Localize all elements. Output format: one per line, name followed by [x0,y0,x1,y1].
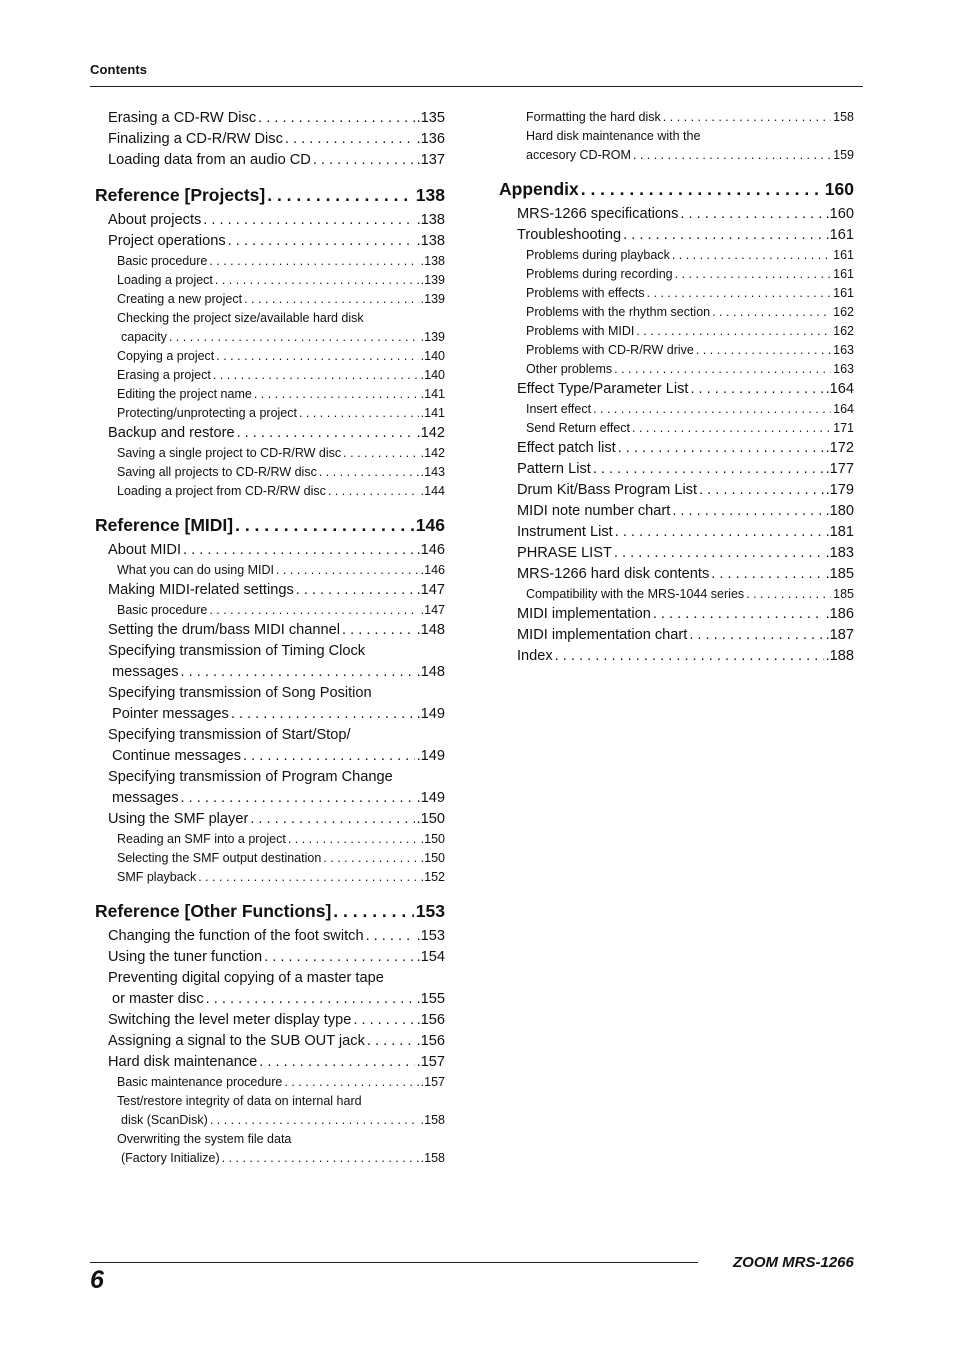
dot-leader [618,438,824,459]
dot-leader [342,620,415,641]
toc-entry[interactable] [95,809,445,830]
dot-leader [288,830,419,849]
dot-leader [222,1149,419,1168]
toc-entry[interactable] [499,501,854,522]
toc-entry[interactable] [95,580,445,601]
dot-leader [267,181,414,210]
toc-section-heading[interactable] [95,181,445,210]
dot-leader [215,271,419,290]
toc-entry-title: Setting the drum/bass MIDI channel [108,622,340,638]
dot-leader [216,347,418,366]
dot-leader [203,210,414,231]
dot-leader [672,501,823,522]
dot-leader [663,108,831,127]
toc-page-number: .160 [825,206,854,222]
toc-page-number: .181 [825,524,854,540]
toc-page-number: 138 [415,185,445,205]
dot-leader [243,746,415,767]
toc-page-number: .143 [420,465,445,479]
toc-page-number: 159 [833,148,854,162]
toc-entry-title: Checking the project size/available hard disk [117,311,364,325]
toc-entry-title: About MIDI [108,542,181,558]
toc-page-number: .180 [825,503,854,519]
toc-page-number: .188 [825,648,854,664]
dot-leader [328,482,419,501]
toc-entry[interactable] [95,366,445,385]
page-number: 6 [90,1266,104,1294]
toc-entry[interactable] [95,108,445,129]
dot-leader [244,290,419,309]
dot-leader [593,459,824,480]
toc-entry-title: Problems during recording [526,267,673,281]
toc-entry-title: About projects [108,212,202,228]
toc-entry-title: Changing the function of the foot switch [108,928,364,944]
dot-leader [555,646,824,667]
toc-entry[interactable] [95,1073,445,1092]
toc-page-number: .185 [825,566,854,582]
dot-leader [198,868,418,887]
toc-entry[interactable] [499,225,854,246]
toc-entry[interactable] [95,683,445,704]
toc-entry[interactable] [95,830,445,849]
toc-entry-title: Other problems [526,362,613,376]
dot-leader [632,419,831,438]
toc-entry-title: Making MIDI-related settings [108,582,294,598]
toc-page-number: .138 [416,212,445,228]
toc-entry[interactable] [499,604,854,625]
toc-page-number: .149 [416,748,445,764]
toc-entry-title: Selecting the SMF output destination [117,851,322,865]
dot-leader [181,662,415,683]
toc-entry-title: Continue messages [112,748,241,764]
dot-leader [593,400,831,419]
toc-entry-title: Loading data from an audio CD [108,152,311,168]
toc-entry[interactable] [95,767,445,788]
toc-entry-title: Send Return effect [526,421,631,435]
toc-page-number: .149 [416,706,445,722]
toc-page-number: .141 [420,387,445,401]
toc-entry[interactable] [499,360,854,379]
toc-page-number: .146 [420,563,445,577]
dot-leader [623,225,823,246]
toc-page-number: 185 [833,587,854,601]
toc-page-number: .183 [825,545,854,561]
toc-entry-title: Problems with MIDI [526,324,635,338]
toc-entry[interactable] [95,463,445,482]
toc-entry-title: Reading an SMF into a project [117,832,286,846]
toc-entry-title: Protecting/unprotecting a project [117,406,297,420]
toc-entry-continuation[interactable] [95,1149,445,1168]
toc-entry[interactable] [95,150,445,171]
toc-page-number: .149 [416,790,445,806]
toc-entry[interactable] [95,404,445,423]
toc-entry-title: disk (ScanDisk) [121,1113,208,1127]
toc-entry-title: Assigning a signal to the SUB OUT jack [108,1033,365,1049]
toc-entry-title: Using the SMF player [108,811,249,827]
toc-entry-title: Basic procedure [117,254,208,268]
toc-left-column [95,108,445,1168]
footer-product-name: ZOOM MRS-1266 [733,1254,854,1271]
toc-page-number: .138 [420,254,445,268]
toc-page-number: 158 [833,110,854,124]
toc-page-number: .140 [420,349,445,363]
toc-entry[interactable] [95,347,445,366]
toc-entry-title: Pointer messages [112,706,229,722]
toc-entry[interactable] [499,543,854,564]
toc-entry[interactable] [95,1052,445,1073]
toc-entry[interactable] [95,620,445,641]
dot-leader [237,423,415,444]
toc-entry-title: MIDI note number chart [517,503,671,519]
dot-leader [213,366,419,385]
toc-entry[interactable] [95,947,445,968]
toc-page-number: .157 [420,1075,445,1089]
dot-leader [210,1111,419,1130]
toc-entry[interactable] [95,926,445,947]
toc-page-number: .139 [420,273,445,287]
toc-entry[interactable] [499,127,854,146]
toc-entry-title: Reference [MIDI] [95,515,234,535]
dot-leader [699,480,824,501]
toc-entry-title: Pattern List [517,461,591,477]
toc-page-number: .157 [416,1054,445,1070]
toc-entry[interactable] [95,252,445,271]
toc-entry-continuation[interactable] [95,746,445,767]
toc-page-number: 153 [415,901,445,921]
toc-page-number: .136 [416,131,445,147]
dot-leader [284,1073,418,1092]
toc-entry-title: MIDI implementation chart [517,627,688,643]
toc-page-number: .153 [416,928,445,944]
toc-entry[interactable] [95,385,445,404]
toc-entry-title: PHRASE LIST [517,545,612,561]
toc-page-number: .150 [416,811,445,827]
toc-entry-title: Specifying transmission of Timing Clock [108,643,366,659]
dot-leader [254,385,419,404]
dot-leader [313,150,415,171]
toc-entry-continuation[interactable] [499,146,854,165]
footer-rule [90,1262,698,1263]
dot-leader [711,564,823,585]
header-rule [90,86,863,87]
toc-entry-title: Specifying transmission of Program Change [108,769,393,785]
toc-section-heading[interactable] [95,511,445,540]
toc-entry-title: messages [112,790,179,806]
toc-page-number: .146 [416,542,445,558]
toc-entry-title: capacity [121,330,167,344]
dot-leader [235,511,414,540]
toc-page-number: .187 [825,627,854,643]
toc-page-number: .172 [825,440,854,456]
toc-entry[interactable] [499,585,854,604]
toc-entry-title: Problems with the rhythm section [526,305,711,319]
toc-section-heading[interactable] [499,175,854,204]
toc-entry[interactable] [95,1130,445,1149]
toc-entry-title: Copying a project [117,349,215,363]
toc-entry[interactable] [499,322,854,341]
toc-entry-title: Formatting the hard disk [526,110,661,124]
dot-leader [333,897,414,926]
toc-entry-title: messages [112,664,179,680]
dot-leader [647,284,832,303]
toc-entry-title: Saving all projects to CD-R/RW disc [117,465,317,479]
toc-page-number: .140 [420,368,445,382]
toc-entry-title: accesory CD-ROM [526,148,631,162]
toc-page-number: 162 [833,324,854,338]
toc-entry[interactable] [95,271,445,290]
toc-entry-title: Erasing a CD-RW Disc [108,110,257,126]
toc-entry-title: What you can do using MIDI [117,563,275,577]
toc-entry-title: Specifying transmission of Start/Stop/ [108,727,351,743]
dot-leader [746,585,831,604]
toc-entry[interactable] [499,379,854,400]
toc-entry-title: Preventing digital copying of a master tape [108,970,384,986]
toc-entry[interactable] [499,480,854,501]
toc-entry[interactable] [95,561,445,580]
toc-entry-title: Loading a project [117,273,213,287]
toc-entry[interactable] [95,290,445,309]
dot-leader [259,1052,414,1073]
toc-page-number: .139 [420,292,445,306]
dot-leader [250,809,414,830]
dot-leader [181,788,415,809]
toc-entry[interactable] [95,1031,445,1052]
toc-entry-title: or master disc [112,991,204,1007]
toc-page-number: .177 [825,461,854,477]
toc-page-number: .164 [825,381,854,397]
toc-entry-continuation[interactable] [95,989,445,1010]
toc-page-number: 163 [833,343,854,357]
toc-entry[interactable] [95,868,445,887]
toc-entry[interactable] [499,284,854,303]
toc-page-number: .156 [416,1033,445,1049]
dot-leader [323,849,418,868]
toc-entry[interactable] [499,246,854,265]
toc-entry[interactable] [95,1010,445,1031]
dot-leader [690,379,823,400]
toc-page-number: 161 [833,248,854,262]
dot-leader [712,303,831,322]
toc-entry[interactable] [499,459,854,480]
dot-leader [299,404,419,423]
toc-entry-title: SMF playback [117,870,197,884]
toc-page-number: 164 [833,402,854,416]
dot-leader [169,328,419,347]
toc-entry[interactable] [499,204,854,225]
toc-entry[interactable] [499,625,854,646]
toc-entry[interactable] [499,438,854,459]
toc-entry[interactable] [95,1092,445,1111]
toc-entry[interactable] [499,341,854,360]
toc-right-column [499,108,854,667]
toc-page-number: .144 [420,484,445,498]
toc-entry-title: Problems with CD-R/RW drive [526,343,694,357]
toc-entry[interactable] [95,725,445,746]
dot-leader [653,604,824,625]
toc-page-number: .179 [825,482,854,498]
toc-page-number: .137 [416,152,445,168]
toc-entry[interactable] [95,968,445,989]
toc-page-number: .148 [416,622,445,638]
dot-leader [296,580,415,601]
toc-entry-title: Saving a single project to CD-R/RW disc [117,446,342,460]
dot-leader [366,926,415,947]
dot-leader [228,231,415,252]
toc-section-heading[interactable] [95,897,445,926]
toc-entry-title: Problems during playback [526,248,670,262]
dot-leader [680,204,823,225]
dot-leader [183,540,415,561]
toc-entry-title: Compatibility with the MRS-1044 series [526,587,745,601]
toc-page-number: .161 [825,227,854,243]
toc-entry[interactable] [499,419,854,438]
toc-entry-title: Overwriting the system file data [117,1132,292,1146]
toc-entry[interactable] [499,564,854,585]
dot-leader [258,108,414,129]
toc-entry[interactable] [95,444,445,463]
dot-leader [209,601,418,620]
dot-leader [672,246,831,265]
toc-entry-title: Hard disk maintenance with the [526,129,701,143]
dot-leader [231,704,415,725]
toc-entry[interactable] [95,540,445,561]
dot-leader [206,989,415,1010]
toc-entry-title: Specifying transmission of Song Position [108,685,372,701]
toc-entry[interactable] [499,522,854,543]
dot-leader [615,522,824,543]
toc-entry[interactable] [95,231,445,252]
toc-entry-title: Problems with effects [526,286,645,300]
toc-entry-title: Insert effect [526,402,592,416]
toc-page-number: 171 [833,421,854,435]
toc-entry-title: Editing the project name [117,387,252,401]
toc-entry-continuation[interactable] [95,1111,445,1130]
toc-entry-title: Troubleshooting [517,227,622,243]
toc-entry-title: Basic procedure [117,603,208,617]
toc-page-number: 161 [833,286,854,300]
toc-entry-title: Reference [Projects] [95,185,266,205]
dot-leader [633,146,831,165]
toc-entry[interactable] [95,641,445,662]
toc-entry-continuation[interactable] [95,788,445,809]
toc-entry[interactable] [95,423,445,444]
toc-page-number: 160 [824,179,854,199]
toc-entry[interactable] [95,129,445,150]
toc-entry-title: Instrument List [517,524,613,540]
dot-leader [581,175,823,204]
toc-entry[interactable] [499,400,854,419]
toc-page-number: .138 [416,233,445,249]
toc-page-number: .158 [420,1151,445,1165]
dot-leader [614,543,824,564]
toc-page-number: .141 [420,406,445,420]
toc-page-number: .147 [420,603,445,617]
dot-leader [689,625,823,646]
dot-leader [209,252,418,271]
toc-entry-continuation[interactable] [95,662,445,683]
toc-entry-title: Loading a project from CD-R/RW disc [117,484,326,498]
toc-entry-title: Appendix [499,179,579,199]
toc-page-number: .155 [416,991,445,1007]
dot-leader [675,265,832,284]
toc-entry-title: Backup and restore [108,425,235,441]
toc-entry-title: Basic maintenance procedure [117,1075,283,1089]
dot-leader [319,463,419,482]
toc-page-number: .139 [420,330,445,344]
toc-entry[interactable] [95,601,445,620]
toc-entry-title: Effect patch list [517,440,616,456]
toc-entry-title: Index [517,648,553,664]
toc-page-number: .154 [416,949,445,965]
toc-entry-title: Hard disk maintenance [108,1054,258,1070]
toc-page-number: .150 [420,832,445,846]
dot-leader [636,322,831,341]
dot-leader [285,129,415,150]
toc-entry-title: MRS-1266 hard disk contents [517,566,710,582]
toc-entry[interactable] [499,265,854,284]
toc-page-number: 161 [833,267,854,281]
toc-entry-continuation[interactable] [95,328,445,347]
toc-page-number: .156 [416,1012,445,1028]
dot-leader [367,1031,415,1052]
toc-entry-title: Creating a new project [117,292,243,306]
toc-entry-continuation[interactable] [95,704,445,725]
dot-leader [696,341,831,360]
toc-entry[interactable] [95,210,445,231]
toc-page-number: 162 [833,305,854,319]
toc-entry[interactable] [95,482,445,501]
toc-page-number: .142 [416,425,445,441]
toc-entry-title: Erasing a project [117,368,211,382]
dot-leader [614,360,831,379]
toc-entry-title: Drum Kit/Bass Program List [517,482,698,498]
toc-entry-title: (Factory Initialize) [121,1151,220,1165]
toc-entry-title: Finalizing a CD-R/RW Disc [108,131,283,147]
toc-page-number: .150 [420,851,445,865]
toc-page-number: .148 [416,664,445,680]
dot-leader [343,444,418,463]
dot-leader [276,561,419,580]
toc-entry-title: Using the tuner function [108,949,263,965]
toc-entry-title: Project operations [108,233,226,249]
toc-entry-title: MIDI implementation [517,606,651,622]
toc-page-number: .135 [416,110,445,126]
toc-entry-title: MRS-1266 specifications [517,206,679,222]
toc-entry[interactable] [499,303,854,322]
toc-entry[interactable] [499,108,854,127]
toc-entry-title: Switching the level meter display type [108,1012,352,1028]
toc-page-number: .142 [420,446,445,460]
toc-page-number: 163 [833,362,854,376]
toc-entry[interactable] [95,309,445,328]
toc-page-number: .158 [420,1113,445,1127]
dot-leader [353,1010,414,1031]
toc-entry-title: Effect Type/Parameter List [517,381,689,397]
toc-entry[interactable] [95,849,445,868]
dot-leader [264,947,414,968]
toc-page-number: 146 [415,515,445,535]
toc-page-number: .186 [825,606,854,622]
toc-entry[interactable] [499,646,854,667]
toc-page-number: .147 [416,582,445,598]
toc-entry-title: Test/restore integrity of data on internal hard [117,1094,362,1108]
toc-page-number: .152 [420,870,445,884]
running-header: Contents [90,62,148,77]
toc-entry-title: Reference [Other Functions] [95,901,332,921]
